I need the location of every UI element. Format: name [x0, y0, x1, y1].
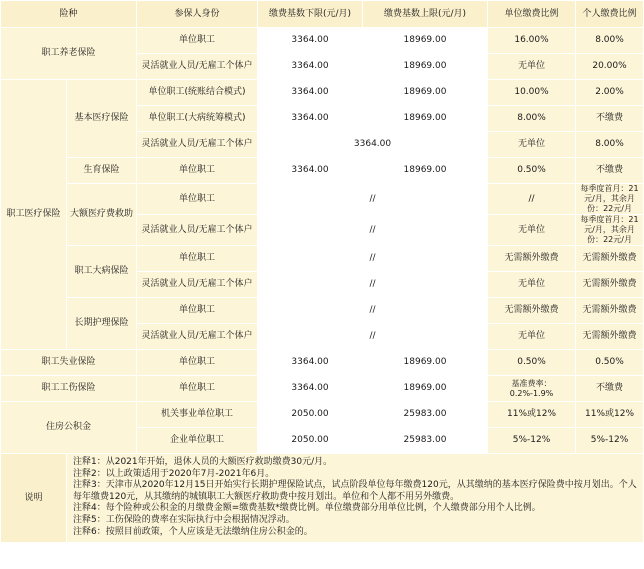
unit-ratio-cell: 无单位: [488, 272, 576, 298]
personal-ratio-cell: 每季度首月：21元/月，其余月份：22元/月: [576, 184, 644, 215]
notes-label: 说明: [1, 454, 67, 543]
unit-ratio-cell: 5%-12%: [488, 428, 576, 454]
note-line: 注释1：从2021年开始，退休人员的大额医疗救助缴费30元/月。: [73, 457, 333, 467]
base-upper-cell: 25983.00: [363, 402, 488, 428]
personal-ratio-cell: 无需额外缴费: [576, 298, 644, 324]
note-line: 注释2：以上政策适用于2020年7月-2021年6月。: [73, 468, 275, 479]
personal-ratio-cell: 2.00%: [576, 80, 644, 106]
unit-ratio-cell: 无需额外缴费: [488, 298, 576, 324]
base-upper-cell: 18969.00: [363, 28, 488, 54]
unit-ratio-cell: 0.50%: [488, 350, 576, 376]
base-upper-cell: 18969.00: [363, 54, 488, 80]
personal-ratio-cell: 不缴费: [576, 376, 644, 402]
base-lower-cell: 3364.00: [258, 80, 363, 106]
base-cell: //: [258, 184, 488, 215]
maternity-name: 生育保险: [67, 158, 137, 184]
base-cell: //: [258, 298, 488, 324]
table-row: [1, 80, 644, 106]
identity-cell: 单位职工: [137, 298, 258, 324]
personal-ratio-cell: 无需额外缴费: [576, 272, 644, 298]
basic-medical-name: 基本医疗保险: [67, 80, 137, 158]
base-lower-cell: 2050.00: [258, 402, 363, 428]
table-row: [1, 184, 644, 215]
unit-ratio-cell: 无单位: [488, 132, 576, 158]
unit-ratio-cell: 11%或12%: [488, 402, 576, 428]
unit-ratio-cell: 基准费率：0.2%-1.9%: [488, 376, 576, 402]
unit-ratio-cell: //: [488, 184, 576, 215]
work-injury-name: 职工工伤保险: [1, 376, 137, 402]
base-lower-cell: 2050.00: [258, 428, 363, 454]
identity-cell: 单位职工: [137, 376, 258, 402]
personal-ratio-cell: 5%-12%: [576, 428, 644, 454]
large-medical-name: 大额医疗费救助: [67, 184, 137, 246]
base-upper-cell: 18969.00: [363, 80, 488, 106]
unit-ratio-cell: 无单位: [488, 324, 576, 350]
personal-ratio-cell: 不缴费: [576, 106, 644, 132]
table-header-row: [1, 1, 644, 28]
personal-ratio-cell: 8.00%: [576, 28, 644, 54]
identity-cell: 机关事业单位职工: [137, 402, 258, 428]
unemployment-name: 职工失业保险: [1, 350, 137, 376]
personal-ratio-cell: 20.00%: [576, 54, 644, 80]
table-row: [1, 350, 644, 376]
base-cell: //: [258, 324, 488, 350]
header-insurance-type: 险种: [1, 1, 137, 28]
personal-ratio-cell: 每季度首月：21元/月，其余月份：22元/月: [576, 215, 644, 246]
base-lower-cell: 3364.00: [258, 350, 363, 376]
base-upper-cell: 18969.00: [363, 106, 488, 132]
base-upper-cell: 18969.00: [363, 350, 488, 376]
identity-cell: 单位职工: [137, 158, 258, 184]
table-row: [1, 298, 644, 324]
housing-fund-name: 住房公积金: [1, 402, 137, 454]
header-identity: 参保人身份: [137, 1, 258, 28]
table-row: [1, 402, 644, 428]
unit-ratio-cell: 无单位: [488, 54, 576, 80]
notes-row: [1, 454, 644, 543]
base-upper-cell: 18969.00: [363, 376, 488, 402]
base-upper-cell: 18969.00: [363, 158, 488, 184]
table-row: [1, 376, 644, 402]
table-row: [1, 28, 644, 54]
personal-ratio-cell: 无需额外缴费: [576, 246, 644, 272]
identity-cell: 单位职工(大病统筹模式): [137, 106, 258, 132]
header-unit-ratio: 单位缴费比例: [488, 1, 576, 28]
identity-cell: 单位职工: [137, 246, 258, 272]
personal-ratio-cell: 0.50%: [576, 350, 644, 376]
identity-cell: 单位职工: [137, 350, 258, 376]
identity-cell: 灵活就业人员/无雇工个体户: [137, 324, 258, 350]
base-lower-cell: 3364.00: [258, 158, 363, 184]
base-lower-cell: 3364.00: [258, 54, 363, 80]
note-line: 注释5：工伤保险的费率在实际执行中会根据情况浮动。: [73, 514, 295, 525]
personal-ratio-cell: 8.00%: [576, 132, 644, 158]
unit-ratio-cell: 16.00%: [488, 28, 576, 54]
base-upper-cell: 25983.00: [363, 428, 488, 454]
identity-cell: 灵活就业人员/无雇工个体户: [137, 54, 258, 80]
base-lower-cell: 3364.00: [258, 376, 363, 402]
base-lower-cell: 3364.00: [258, 28, 363, 54]
personal-ratio-cell: 不缴费: [576, 158, 644, 184]
identity-cell: 灵活就业人员/无雇工个体户: [137, 132, 258, 158]
header-personal-ratio: 个人缴费比例: [576, 1, 644, 28]
table-row: [1, 158, 644, 184]
personal-ratio-cell: 无需额外缴费: [576, 324, 644, 350]
base-cell: 3364.00: [258, 132, 488, 158]
unit-ratio-cell: 8.00%: [488, 106, 576, 132]
notes-content: [67, 454, 644, 543]
medical-name: 职工医疗保险: [1, 80, 67, 350]
table-row: [1, 246, 644, 272]
base-lower-cell: 3364.00: [258, 106, 363, 132]
identity-cell: 单位职工(统账结合模式): [137, 80, 258, 106]
note-line: 注释4：每个险种或公积金的月缴费金额=缴费基数*缴费比例。单位缴费部分用单位比例，个人缴费部分用个人比例。: [73, 503, 541, 514]
base-cell: //: [258, 272, 488, 298]
long-term-care-name: 长期护理保险: [67, 298, 137, 350]
identity-cell: 灵活就业人员/无雇工个体户: [137, 272, 258, 298]
note-line: 注释6：按照目前政策，个人应该是无法缴纳住房公积金的。: [73, 526, 313, 537]
identity-cell: 单位职工: [137, 184, 258, 215]
unit-ratio-cell: 无需额外缴费: [488, 246, 576, 272]
unit-ratio-cell: 无单位: [488, 215, 576, 246]
identity-cell: 单位职工: [137, 28, 258, 54]
header-base-lower: 缴费基数下限(元/月): [258, 1, 363, 28]
personal-ratio-cell: 11%或12%: [576, 402, 644, 428]
base-cell: //: [258, 215, 488, 246]
serious-illness-name: 职工大病保险: [67, 246, 137, 298]
identity-cell: 企业单位职工: [137, 428, 258, 454]
unit-ratio-cell: 10.00%: [488, 80, 576, 106]
base-cell: //: [258, 246, 488, 272]
unit-ratio-cell: 0.50%: [488, 158, 576, 184]
identity-cell: 灵活就业人员/无雇工个体户: [137, 215, 258, 246]
pension-name: 职工养老保险: [1, 28, 137, 80]
header-base-upper: 缴费基数上限(元/月): [363, 1, 488, 28]
note-line: 注释3：天津市从2020年12月15日开始实行长期护理保险试点，试点阶段单位每年缴费120元，从其缴纳的基本医疗保险费中按月划出。个人每年缴费120元，从其缴纳的城镇职工大额医疗救助费中按月划出。单位和个人都不用另外缴费。: [73, 480, 637, 502]
